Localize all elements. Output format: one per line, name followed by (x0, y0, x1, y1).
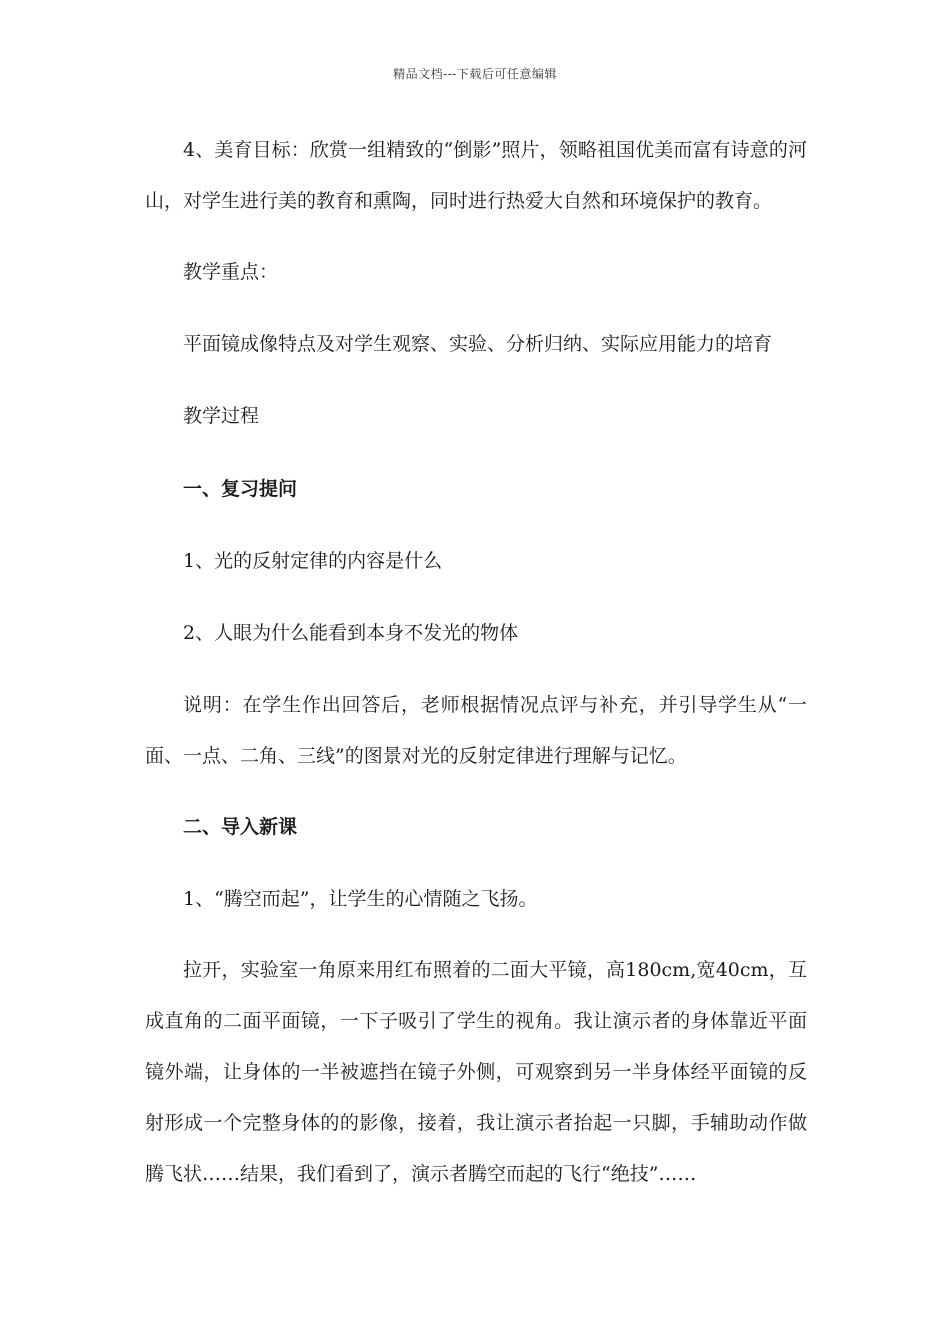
aesthetic-goal-paragraph: 4、美育目标：欣赏一组精致的“倒影”照片，领略祖国优美而富有诗意的河山，对学生进行美的教育和熏陶，同时进行热爱大自然和环境保护的教育。 (145, 139, 807, 212)
section-2-heading: 二、导入新课 (183, 816, 298, 838)
key-points-text: 平面镜成像特点及对学生观察、实验、分析归纳、实际应用能力的培育 (183, 333, 773, 355)
page-header: 精品文档---下载后可任意编辑 (393, 67, 557, 81)
note-paragraph: 说明：在学生作出回答后，老师根据情况点评与补充，并引导学生从“一面、一点、二角、三线”的图景对光的反射定律进行理解与记忆。 (145, 694, 807, 767)
teaching-process-label: 教学过程 (183, 405, 260, 427)
review-question-2: 2、人眼为什么能看到本身不发光的物体 (183, 622, 519, 644)
section-1-heading: 一、复习提问 (183, 478, 298, 500)
review-question-1: 1、光的反射定律的内容是什么 (183, 550, 443, 572)
lead-in-item-1: 1、“腾空而起”，让学生的心情随之飞扬。 (183, 888, 538, 910)
key-points-label: 教学重点： (183, 261, 279, 283)
experiment-description-paragraph: 拉开，实验室一角原来用红布照着的二面大平镜，高180cm,宽40cm，互成直角的二面平面镜，一下子吸引了学生的视角。我让演示者的身体靠近平面镜外端，让身体的一半被遮挡在镜子外侧，可观察到另一半身体经平面镜的反射形成一个完整身体的的影像，接着，我让演示者抬起一只脚，手辅助动作做腾飞状……结果，我们看到了，演示者腾空而起的飞行“绝技”…… (145, 959, 807, 1185)
